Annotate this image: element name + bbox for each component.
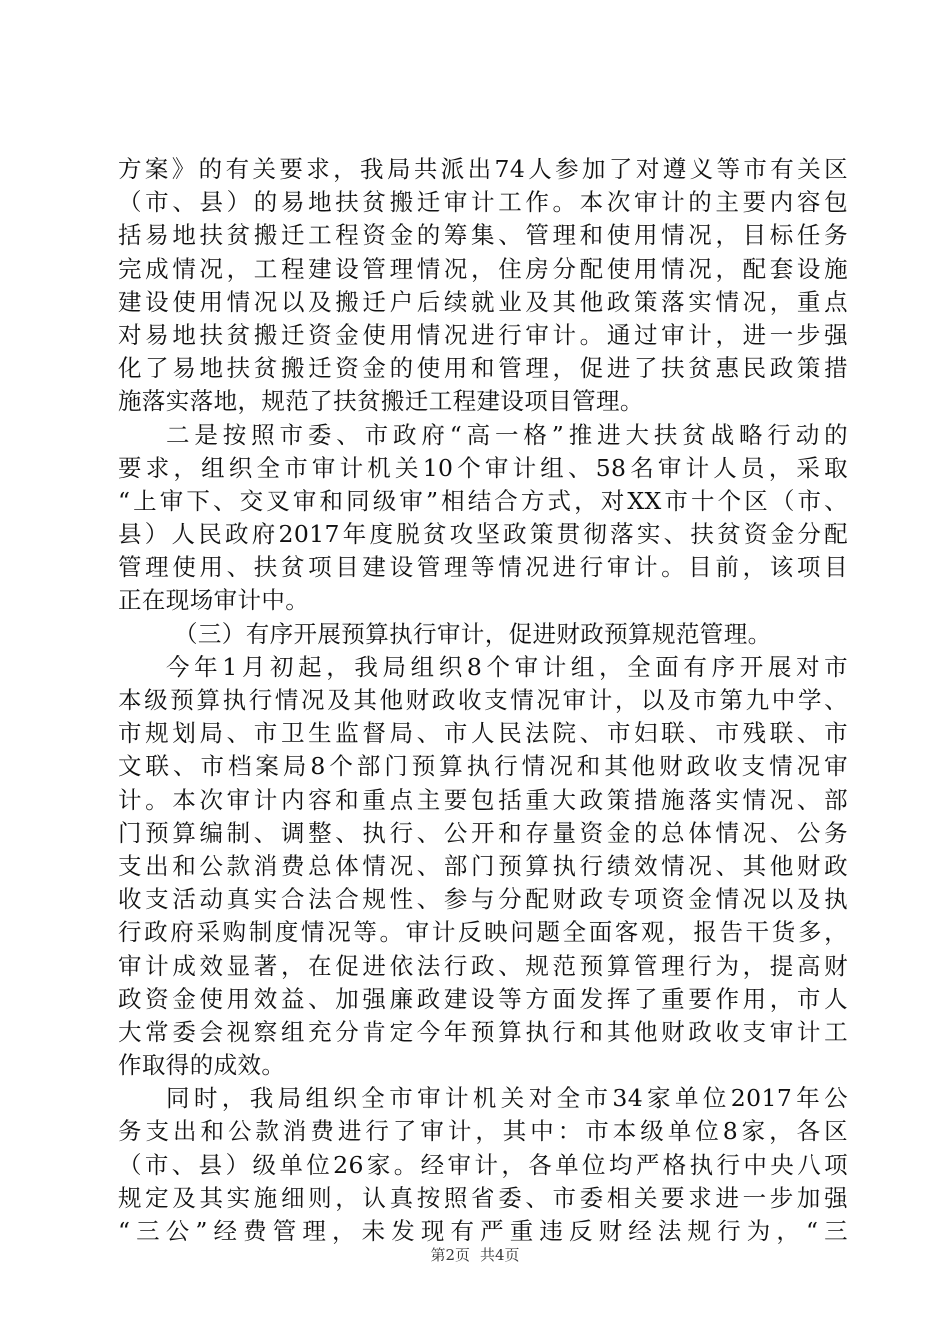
text-line: 今年1月初起，我局组织8个审计组，全面有序开展对市 bbox=[166, 652, 848, 681]
text-line: （三）有序开展预算执行审计，促进财政预算规范管理。 bbox=[174, 619, 772, 648]
text-line: 正在现场审计中。 bbox=[118, 586, 310, 615]
text-line: 行政府采购制度情况等。审计反映问题全面客观，报告干货多， bbox=[118, 918, 848, 947]
text-line: 大常委会视察组充分肯定今年预算执行和其他财政收支审计工 bbox=[118, 1017, 848, 1046]
text-line: 要求，组织全市审计机关10个审计组、58名审计人员，采取 bbox=[118, 453, 848, 482]
text-line: 市规划局、市卫生监督局、市人民法院、市妇联、市残联、市 bbox=[118, 719, 848, 748]
document-body bbox=[118, 153, 848, 1248]
text-line: 本级预算执行情况及其他财政收支情况审计，以及市第九中学、 bbox=[118, 686, 848, 714]
text-line: 门预算编制、调整、执行、公开和存量资金的总体情况、公务 bbox=[118, 818, 848, 847]
text-line: 收支活动真实合法合规性、参与分配财政专项资金情况以及执 bbox=[118, 885, 848, 914]
text-line: 二是按照市委、市政府“高一格”推进大扶贫战略行动的 bbox=[166, 420, 848, 449]
text-line: 计。本次审计内容和重点主要包括重大政策措施落实情况、部 bbox=[118, 785, 848, 814]
text-line: 化了易地扶贫搬迁资金的使用和管理，促进了扶贫惠民政策措 bbox=[118, 354, 848, 383]
text-line: 括易地扶贫搬迁工程资金的筹集、管理和使用情况，目标任务 bbox=[118, 221, 848, 250]
page-footer bbox=[0, 1244, 950, 1265]
text-line: （市、县）级单位26家。经审计，各单位均严格执行中央八项 bbox=[118, 1150, 848, 1179]
text-line: “三公”经费管理，未发现有严重违反财经法规行为，“三 bbox=[118, 1217, 848, 1245]
text-line: 完成情况，工程建设管理情况，住房分配使用情况，配套设施 bbox=[118, 254, 848, 283]
text-line: （市、县）的易地扶贫搬迁审计工作。本次审计的主要内容包 bbox=[118, 188, 848, 217]
text-line: 文联、市档案局8个部门预算执行情况和其他财政收支情况审 bbox=[118, 752, 848, 781]
text-line: 政资金使用效益、加强廉政建设等方面发挥了重要作用，市人 bbox=[118, 984, 848, 1013]
text-line: “上审下、交叉审和同级审”相结合方式，对XX市十个区（市、 bbox=[118, 486, 848, 515]
text-line: 支出和公款消费总体情况、部门预算执行绩效情况、其他财政 bbox=[118, 851, 848, 880]
text-line: 施落实落地，规范了扶贫搬迁工程建设项目管理。 bbox=[118, 387, 644, 416]
text-line: 务支出和公款消费进行了审计，其中：市本级单位8家，各区 bbox=[118, 1117, 848, 1146]
text-line: 管理使用、扶贫项目建设管理等情况进行审计。目前，该项目 bbox=[118, 553, 848, 582]
text-line: 审计成效显著，在促进依法行政、规范预算管理行为，提高财 bbox=[118, 951, 848, 980]
text-line: 对易地扶贫搬迁资金使用情况进行审计。通过审计，进一步强 bbox=[118, 320, 848, 349]
text-line: 县）人民政府2017年度脱贫攻坚政策贯彻落实、扶贫资金分配 bbox=[118, 520, 848, 549]
text-line: 作取得的成效。 bbox=[118, 1051, 286, 1080]
text-line: 同时，我局组织全市审计机关对全市34家单位2017年公 bbox=[166, 1084, 848, 1113]
text-line: 方案》的有关要求，我局共派出74人参加了对遵义等市有关区 bbox=[118, 155, 848, 183]
page-total: 共4页 bbox=[480, 1246, 520, 1264]
text-line: 建设使用情况以及搬迁户后续就业及其他政策落实情况，重点 bbox=[118, 287, 848, 316]
text-line: 规定及其实施细则，认真按照省委、市委相关要求进一步加强 bbox=[118, 1183, 848, 1212]
page-number: 第2页 bbox=[430, 1246, 470, 1264]
